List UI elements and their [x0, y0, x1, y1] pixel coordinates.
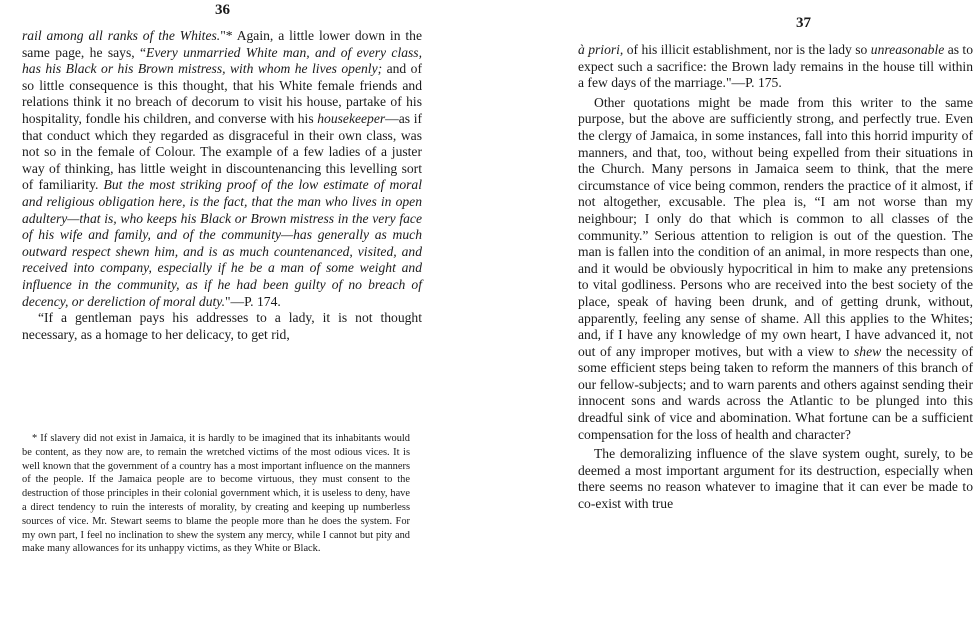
- page-gutter: [480, 0, 500, 626]
- page-body: [22, 28, 422, 343]
- left-page: [0, 0, 480, 626]
- page-number: 36: [215, 2, 230, 18]
- text: Again, a little lower down in the same page, he says, “: [22, 28, 423, 60]
- italic-text: à priori,: [578, 42, 624, 57]
- text: "—P. 174.: [224, 293, 281, 309]
- paragraph: “If a gentleman pays his addresses to a lady, it is not thought necessary, as a homage to her delicacy, to get rid,: [22, 310, 422, 342]
- page-body: [578, 42, 973, 513]
- text: of his illicit establishment, nor is the lady so: [623, 42, 871, 57]
- text: Other quotations might be made from this writer to the same purpose, but the above are sufficiently strong, and perfectly true. Even the clergy of Jamaica, in some instances, fall into this horrid impurity of manners, and that, too, without being expelled from their situations in the Church. Many persons in Jamaica seem to think, that the mere circumstance of vice being common, renders the practice of it almost, if not altogether, excusable. The plea is, “I am not worse than my neighbour; I only do that which is common to all classes of the community.” Serious attention to religion is out of the question. The man is fallen into the condition of an animal, in more respects than one, and it would be obviously hypocritical in him to make any pretensions to vital godliness. Persons who are received into the best society of the place, speak of having been drunk, and of getting drunk, without, apparently, feeling any sense of shame. All this applies to the Whites; and, if I have any knowledge of my own heart, I have advanced it, not out of any improper motives, but with a view to: [578, 94, 973, 359]
- italic-text: But the most striking proof of the low estimate of moral and religious obligation here, is the fact, that the man who lives in open adultery—that is, who keeps his Black or Brown mistress in the very face of his wife and family, and of the community—has generally as much outward respect shewn him, and is as much countenanced, visited, and received into company, especially if he be a man of some weight and influence in the community, as if he had been guilty of no breach of decency, or dereliction of moral duty.: [22, 177, 422, 309]
- text: —as if that conduct which they regarded as disgraceful in their own class, was not so in the female of Colour. The example of a few ladies of a juster way of thinking, has little weight in discountenancing this levelling sort of familiarity.: [22, 110, 422, 193]
- text: the necessity of some efficient steps being taken to reform the manners of this branch of our fellow-subjects; and to warn parents and others against sending their innocent sons and wards across the Atlantic to be plunged into this dreadful sink of vice and abomination. What fortune can be a sufficient compensation for the loss of health and character?: [578, 343, 973, 442]
- footnote-marker: "*: [220, 28, 233, 43]
- text: as to expect such a sacrifice: the Brown lady remains in the house till within a few days of the marriage."—P. 175.: [578, 42, 973, 91]
- footnote: * If slavery did not exist in Jamaica, it is hardly to be imagined that its inhabitants would be content, as they now are, to remain the wretched victims of the most odious vices. It is well known that the government of a country has a most important influence on the manners of the people. If the Jamaica people are to become virtuous, they must consent to the destruction of those principles in their colonial government which, it is useless to deny, have a direct tendency to ruin the interests of morality, by creating and keeping up numberless sources of vice. Mr. Stewart seems to blame the people more than he does the system. For my own part, I feel no inclination to shew the system any mercy, while I cannot but pity and make many allowances for its unhappy victims, as they White or Black.: [22, 433, 410, 555]
- paragraph: [578, 95, 973, 443]
- italic-text: shew: [853, 343, 882, 359]
- italic-text: rail among all ranks of the Whites.: [22, 28, 221, 43]
- right-page: [500, 0, 980, 626]
- italic-text: unreasonable: [870, 42, 945, 57]
- paragraph: The demoralizing influence of the slave system ought, surely, to be deemed a most important argument for its destruction, especially when there seems no reason whatever to imagine that it can ever be made to co-exist with true: [578, 446, 973, 512]
- text: and of so little consequence is this thought, that his White female friends and relations think it no breach of decorum to visit his house, partake of his hospitality, fondle his children, and converse with his: [22, 61, 422, 126]
- page-number: 37: [796, 15, 811, 31]
- italic-text: Every unmarried White man, and of every class, has his Black or his Brown mistress, with whom he lives openly;: [22, 44, 422, 77]
- paragraph: [22, 28, 422, 310]
- paragraph: [578, 42, 973, 92]
- italic-text: housekeeper: [317, 110, 386, 126]
